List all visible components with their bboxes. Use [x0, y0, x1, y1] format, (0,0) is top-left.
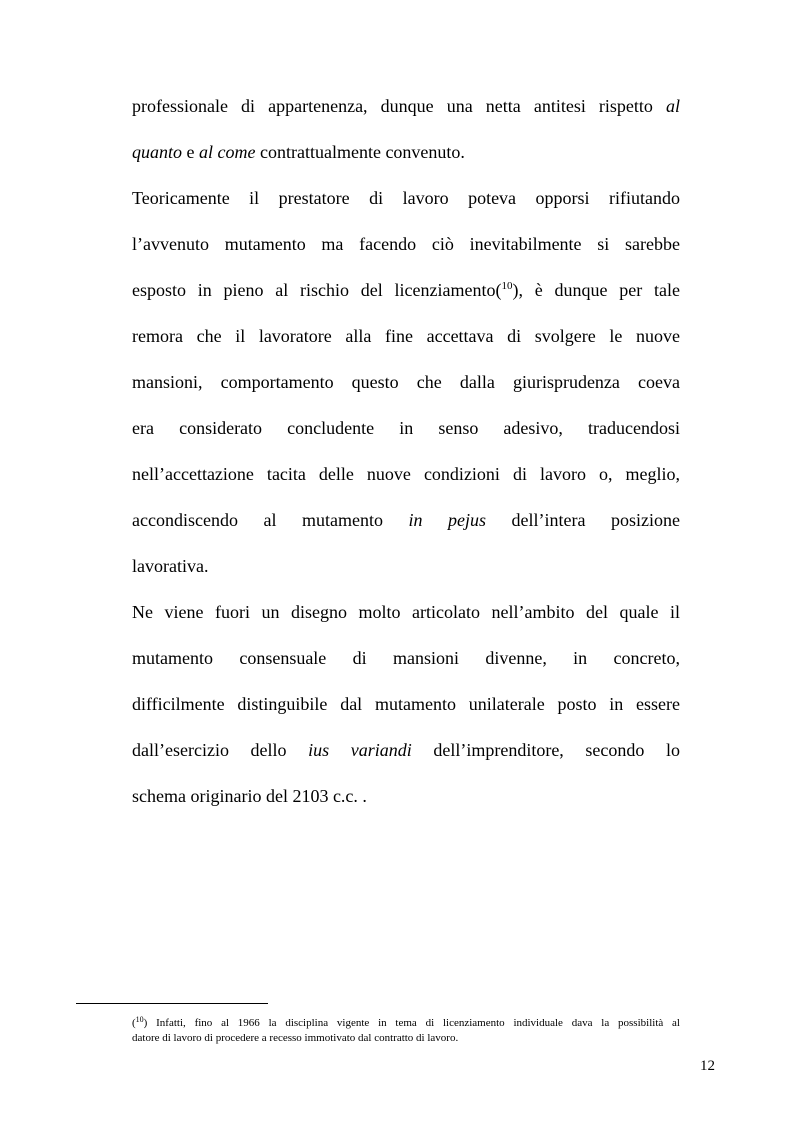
- body-line: schema originario del 2103 c.c. .: [132, 786, 367, 806]
- footnote-line: datore di lavoro di procedere a recesso immotivato dal contratto di lavoro.: [132, 1032, 459, 1044]
- body-line: dall’esercizio dello ius variandi dell’imprenditore, secondo lo: [132, 740, 680, 760]
- footnote-separator: [76, 1003, 268, 1004]
- page-number: 12: [700, 1058, 715, 1074]
- body-line: lavorativa.: [132, 556, 209, 576]
- footnote-reference[interactable]: 10: [501, 280, 513, 292]
- body-line: professionale di appartenenza, dunque una netta antitesi rispetto al: [132, 96, 680, 116]
- body-line: quanto e al come contrattualmente convenuto.: [132, 142, 465, 162]
- body-line: accondiscendo al mutamento in pejus dell’intera posizione: [132, 510, 680, 530]
- body-line: difficilmente distinguibile dal mutamento unilaterale posto in essere: [132, 694, 680, 714]
- footnote-number: 10: [135, 1015, 144, 1024]
- body-line: l’avvenuto mutamento ma facendo ciò inevitabilmente si sarebbe: [132, 234, 680, 254]
- footnote-line: ($^{10}$) Infatti, fino al 1966 la disciplina vigente in tema di licenziamento individuale dava la possibilità al: [132, 1015, 680, 1029]
- body-line: Teoricamente il prestatore di lavoro poteva opporsi rifiutando: [132, 188, 680, 208]
- body-line: esposto in pieno al rischio del licenziamento($^{10}$), è dunque per tale: [132, 280, 680, 300]
- body-line: remora che il lavoratore alla fine accettava di svolgere le nuove: [132, 326, 680, 346]
- body-line: era considerato concludente in senso adesivo, traducendosi: [132, 418, 680, 438]
- body-line: Ne viene fuori un disegno molto articolato nell’ambito del quale il: [132, 602, 680, 622]
- body-line: mansioni, comportamento questo che dalla giurisprudenza coeva: [132, 372, 680, 392]
- body-line: mutamento consensuale di mansioni divenne, in concreto,: [132, 648, 680, 668]
- body-line: nell’accettazione tacita delle nuove condizioni di lavoro o, meglio,: [132, 464, 680, 484]
